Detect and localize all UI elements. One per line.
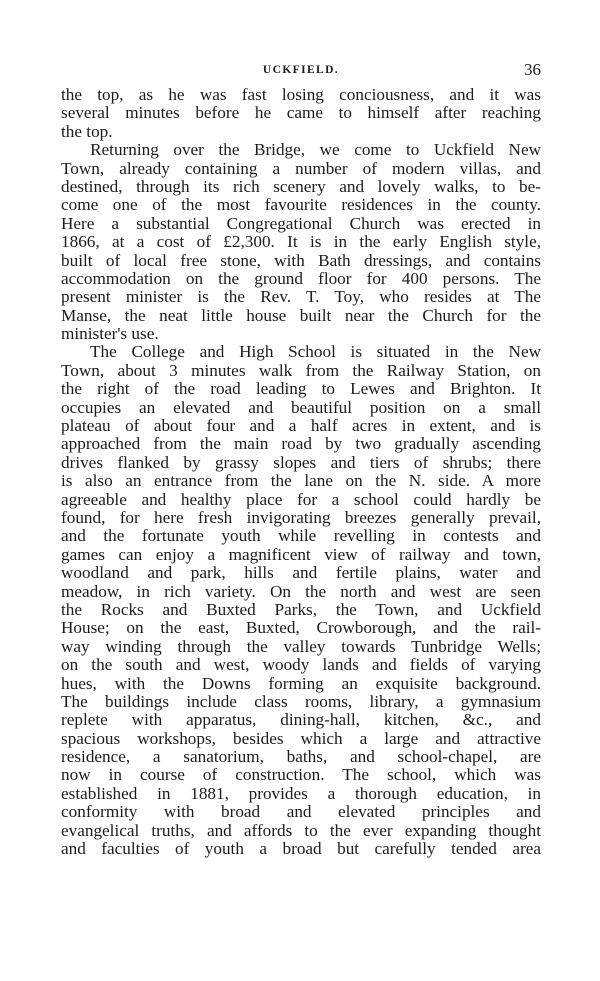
text-line: The buildings include class rooms, library, a gymnasium [61,691,541,711]
text-line: now in course of construction. The school, which was [61,765,541,785]
text-line: spacious workshops, besides which a large and attractive [61,728,541,748]
body-text [61,86,541,858]
text-line: Town, about 3 minutes walk from the Railway Station, on [61,360,541,380]
text-line: accommodation on the ground floor for 400 persons. The [61,268,541,288]
text-line: games can enjoy a magnificent view of railway and town, [61,544,541,564]
text-line: The College and High School is situated in the New [61,342,541,362]
running-head: UCKFIELD. [262,64,340,76]
page-number: 36 [524,60,541,79]
text-line: plateau of about four and a half acres in extent, and is [61,416,541,436]
text-line: replete with apparatus, dining-hall, kitchen, &c., and [61,710,541,730]
text-line: House; on the east, Buxted, Crowborough, and the rail- [61,618,541,638]
text-line: built of local free stone, with Bath dressings, and contains [61,250,541,270]
text-line: approached from the main road by two gradually ascending [61,434,541,454]
text-line: hues, with the Downs forming an exquisite background. [61,673,541,693]
text-line: evangelical truths, and affords to the ever expanding thought [61,820,541,840]
text-line: several minutes before he came to himself after reaching [61,103,541,123]
text-line: established in 1881, provides a thorough education, in [61,783,541,803]
text-line: the right of the road leading to Lewes and Brighton. It [61,379,541,399]
text-line: the top, as he was fast losing conciousness, and it was [61,85,541,104]
text-line: meadow, in rich variety. On the north and west are seen [61,581,541,601]
book-page [61,60,541,858]
text-line: Here a substantial Congregational Church was erected in [61,213,541,233]
text-line: the top. [61,121,113,141]
text-line: come one of the most favourite residences in the county. [61,195,541,215]
text-line: found, for here fresh invigorating breezes generally prevail, [61,507,541,527]
page-header [61,60,541,86]
text-line: present minister is the Rev. T. Toy, who resides at The [61,287,541,307]
text-line: 1866, at a cost of £2,300. It is in the early English style, [61,232,541,252]
text-line: and the fortunate youth while revelling in contests and [61,526,541,546]
text-line: residence, a sanatorium, baths, and school-chapel, are [61,747,541,767]
text-line: and faculties of youth a broad but carefully tended area [61,839,541,859]
text-line: minister's use. [61,324,159,344]
text-line: Returning over the Bridge, we come to Uckfield New [61,140,541,160]
text-line: agreeable and healthy place for a school could hardly be [61,489,541,509]
text-line: Manse, the neat little house built near the Church for the [61,305,541,325]
text-line: Town, already containing a number of modern villas, and [61,158,541,178]
text-line: the Rocks and Buxted Parks, the Town, and Uckfield [61,599,541,619]
text-line: woodland and park, hills and fertile plains, water and [61,563,541,583]
text-line: occupies an elevated and beautiful position on a small [61,397,541,417]
text-line: is also an entrance from the lane on the N. side. A more [61,471,541,491]
text-line: on the south and west, woody lands and fields of varying [61,655,541,675]
text-line: drives flanked by grassy slopes and tiers of shrubs; there [61,452,541,472]
text-line: way winding through the valley towards Tunbridge Wells; [61,636,541,656]
text-line: destined, through its rich scenery and lovely walks, to be- [61,176,541,196]
text-line: conformity with broad and elevated principles and [61,802,541,822]
